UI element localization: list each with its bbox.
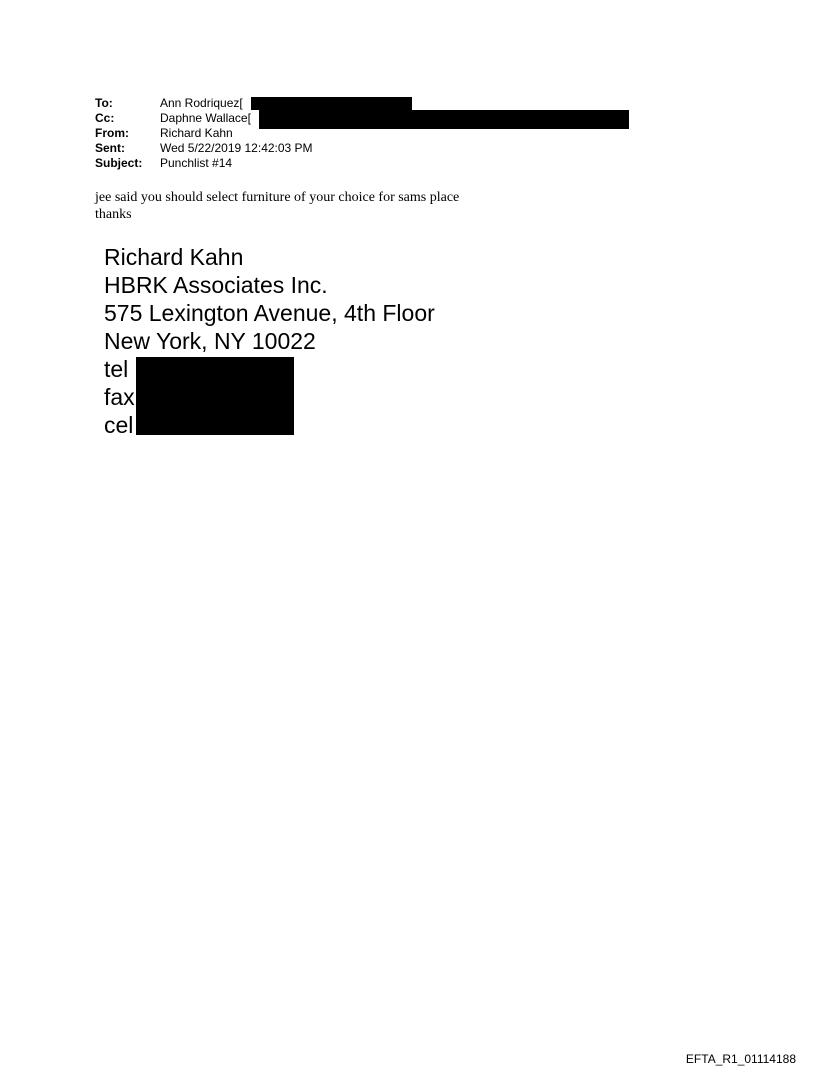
signature-fax-label: fax — [104, 384, 135, 410]
message-line: jee said you should select furniture of your choice for sams place — [95, 190, 460, 205]
signature-cel-label: cel — [104, 412, 134, 438]
message-line: thanks — [95, 207, 132, 222]
signature-company: HBRK Associates Inc. — [104, 272, 328, 298]
message-body — [95, 189, 459, 223]
from-label: From: — [95, 126, 129, 140]
sent-label: Sent: — [95, 141, 125, 155]
subject-value: Punchlist #14 — [160, 156, 233, 170]
to-label: To: — [95, 96, 113, 110]
cc-redaction — [259, 110, 629, 129]
sent-value: Wed 5/22/2019 12:42:03 PM — [160, 141, 313, 155]
cc-value: Daphne Wallace[ — [160, 111, 251, 125]
cc-label: Cc: — [95, 111, 115, 125]
from-value: Richard Kahn — [160, 126, 233, 140]
phone-redaction — [136, 357, 294, 435]
document-id: EFTA_R1_01114188 — [685, 1052, 796, 1066]
signature-name: Richard Kahn — [104, 244, 244, 270]
signature-tel-label: tel — [104, 356, 129, 382]
to-redaction — [251, 97, 412, 110]
signature-address-street: 575 Lexington Avenue, 4th Floor — [104, 300, 435, 326]
to-value: Ann Rodriquez[ — [160, 96, 243, 110]
signature-address-city: New York, NY 10022 — [104, 328, 316, 354]
subject-label: Subject: — [95, 156, 143, 170]
